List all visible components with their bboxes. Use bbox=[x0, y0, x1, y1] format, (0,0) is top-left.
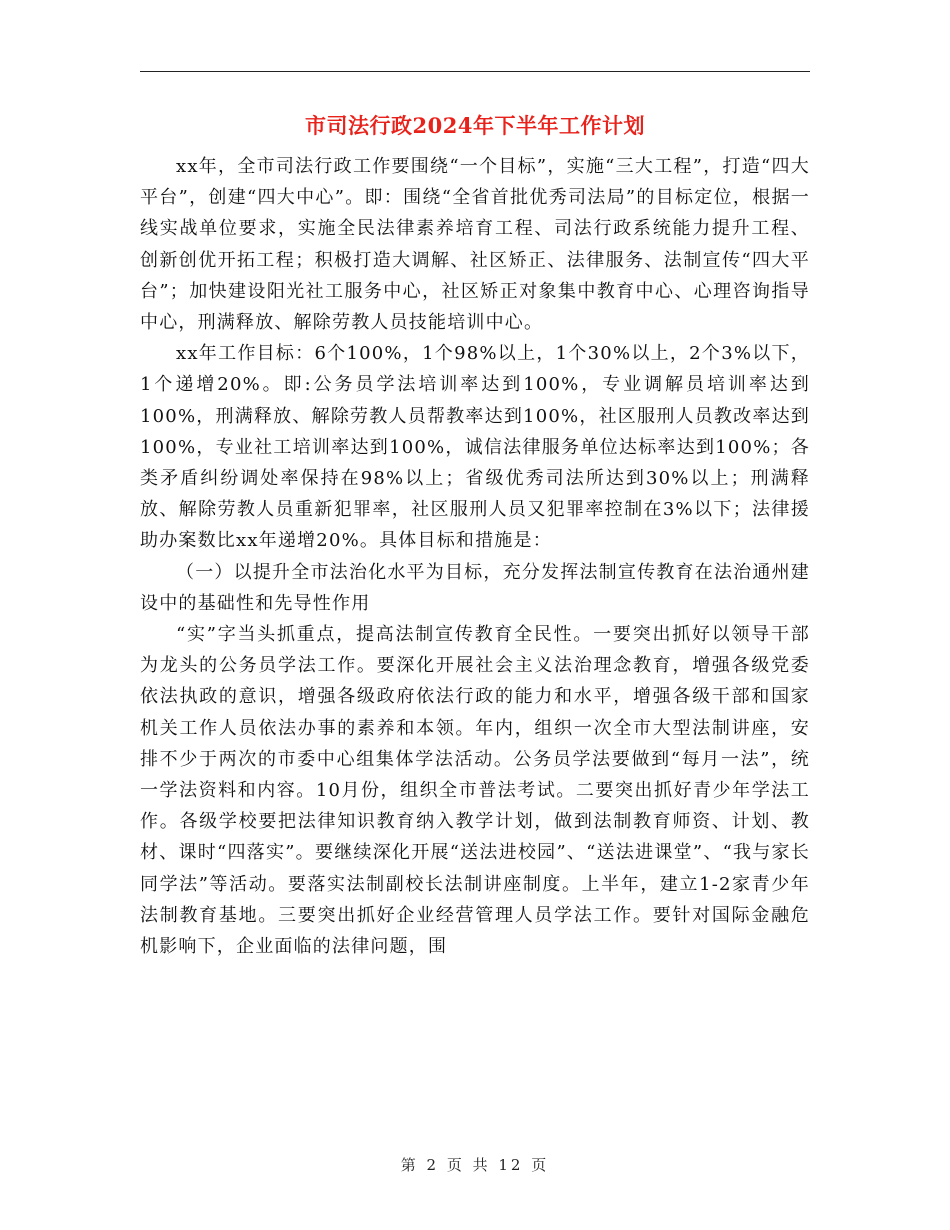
paragraph-overview: xx年，全市司法行政工作要围绕“一个目标”，实施“三大工程”，打造“四大平台”，创建“四大中心”。即：围绕“全省首批优秀司法局”的目标定位，根据一线实战单位要求，实施全民法律素养培育工程、司法行政系统能力提升工程、创新创优开拓工程；积极打造大调解、社区矫正、法律服务、法制宣传“四大平台”；加快建设阳光社工服务中心，社区矫正对象集中教育中心、心理咨询指导中心，刑满释放、解除劳教人员技能培训中心。 bbox=[140, 156, 810, 334]
section-heading-1: （一）以提升全市法治化水平为目标，充分发挥法制宣传教育在法治通州建设中的基础性和先导性作用 bbox=[140, 561, 810, 614]
header-rule bbox=[140, 71, 810, 72]
paragraph-targets: xx年工作目标：6个100%，1个98%以上，1个30%以上，2个3%以下，1个递增20%。即:公务员学法培训率达到100%，专业调解员培训率达到100%，刑满释放、解除劳教人员帮教率达到100%，社区服刑人员教改率达到100%，专业社工培训率达到100%，诚信法律服务单位达标率达到100%；各类矛盾纠纷调处率保持在98%以上；省级优秀司法所达到30%以上；刑满释放、解除劳教人员重新犯罪率，社区服刑人员又犯罪率控制在3%以下；法律援助办案数比xx年递增20%。具体目标和措施是： bbox=[140, 343, 810, 552]
paragraph-legal-education: “实”字当头抓重点，提高法制宣传教育全民性。一要突出抓好以领导干部为龙头的公务员学法工作。要深化开展社会主义法治理念教育，增强各级党委依法执政的意识，增强各级政府依法行政的能力和水平，增强各级干部和国家机关工作人员依法办事的素养和本领。年内，组织一次全市大型法制讲座，安排不少于两次的市委中心组集体学法活动。公务员学法要做到“每月一法”，统一学法资料和内容。10月份，组织全市普法考试。二要突出抓好青少年学法工作。各级学校要把法律知识教育纳入教学计划，做到法制教育师资、计划、教材、课时“四落实”。要继续深化开展“送法进校园”、“送法进课堂”、“我与家长同学法”等活动。要落实法制副校长法制讲座制度。上半年，建立1-2家青少年法制教育基地。三要突出抓好企业经营管理人员学法工作。要针对国际金融危机影响下，企业面临的法律问题，围 bbox=[140, 624, 810, 958]
document-title: 市司法行政2024年下半年工作计划 bbox=[305, 113, 645, 138]
document-body bbox=[140, 151, 810, 962]
page-footer: 第 2 页 共 12 页 bbox=[400, 1156, 550, 1174]
